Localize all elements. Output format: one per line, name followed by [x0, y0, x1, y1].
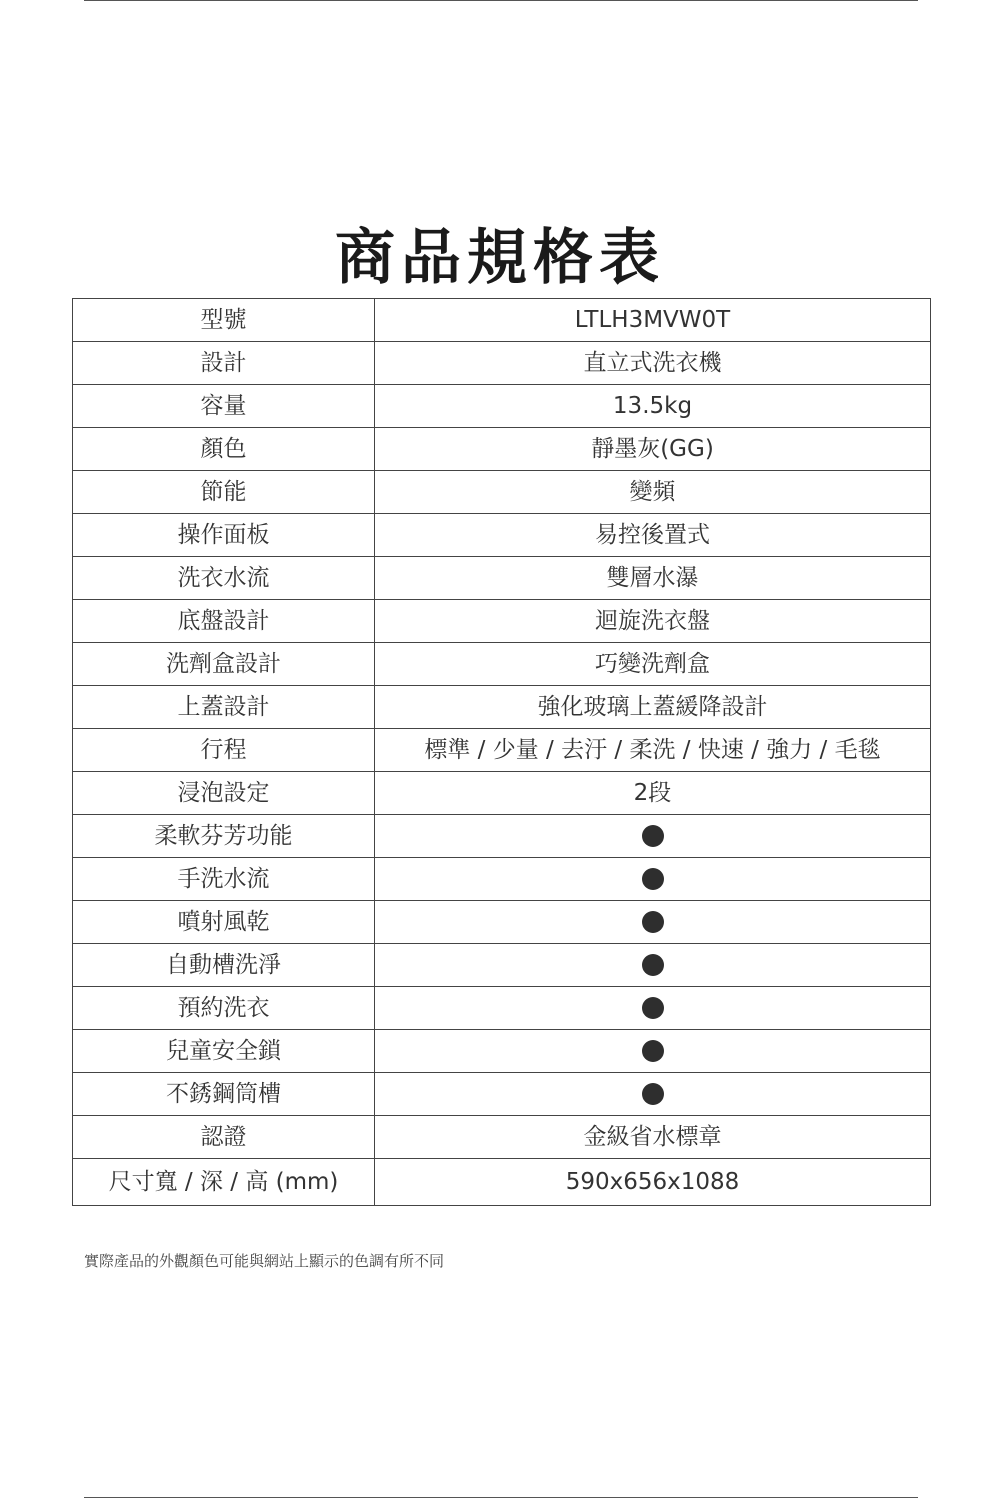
table-row [73, 1116, 931, 1159]
spec-value: 雙層水瀑 [375, 557, 931, 600]
table-row [73, 471, 931, 514]
table-row [73, 600, 931, 643]
spec-value: 13.5kg [375, 385, 931, 428]
spec-label: 設計 [73, 342, 375, 385]
spec-label: 操作面板 [73, 514, 375, 557]
spec-label: 型號 [73, 299, 375, 342]
spec-value: 巧變洗劑盒 [375, 643, 931, 686]
table-row [73, 772, 931, 815]
spec-value-cell [375, 987, 931, 1030]
filled-dot-icon [642, 1083, 664, 1105]
table-row [73, 557, 931, 600]
table-row [73, 1073, 931, 1116]
spec-label: 洗衣水流 [73, 557, 375, 600]
spec-value: 2段 [375, 772, 931, 815]
spec-value-cell [375, 1073, 931, 1116]
top-divider [84, 0, 918, 1]
spec-value-cell [375, 901, 931, 944]
spec-label: 洗劑盒設計 [73, 643, 375, 686]
spec-label: 顏色 [73, 428, 375, 471]
spec-value: 強化玻璃上蓋緩降設計 [375, 686, 931, 729]
table-row [73, 944, 931, 987]
disclaimer-note: 實際產品的外觀顏色可能與網站上顯示的色調有所不同 [84, 1252, 445, 1270]
filled-dot-icon [642, 954, 664, 976]
spec-value: 直立式洗衣機 [375, 342, 931, 385]
spec-label: 尺寸寬 / 深 / 高 (mm) [73, 1159, 375, 1206]
spec-value-cell [375, 815, 931, 858]
spec-value: 靜墨灰(GG) [375, 428, 931, 471]
filled-dot-icon [642, 868, 664, 890]
spec-value: 易控後置式 [375, 514, 931, 557]
bottom-divider [84, 1497, 918, 1498]
spec-label: 認證 [73, 1116, 375, 1159]
spec-value: 變頻 [375, 471, 931, 514]
table-row [73, 385, 931, 428]
spec-label: 行程 [73, 729, 375, 772]
table-row [73, 643, 931, 686]
table-row [73, 1030, 931, 1073]
filled-dot-icon [642, 1040, 664, 1062]
spec-label: 自動槽洗淨 [73, 944, 375, 987]
spec-label: 容量 [73, 385, 375, 428]
table-row [73, 428, 931, 471]
spec-label: 兒童安全鎖 [73, 1030, 375, 1073]
spec-value-cell [375, 858, 931, 901]
table-row [73, 729, 931, 772]
table-row [73, 987, 931, 1030]
table-row [73, 1159, 931, 1206]
spec-value-cell [375, 1030, 931, 1073]
spec-label: 上蓋設計 [73, 686, 375, 729]
spec-label: 手洗水流 [73, 858, 375, 901]
spec-value: 590x656x1088 [375, 1159, 931, 1206]
spec-table-body [73, 299, 931, 1206]
filled-dot-icon [642, 911, 664, 933]
spec-label: 底盤設計 [73, 600, 375, 643]
table-row [73, 342, 931, 385]
spec-value: LTLH3MVW0T [375, 299, 931, 342]
table-row [73, 858, 931, 901]
table-row [73, 514, 931, 557]
spec-label: 節能 [73, 471, 375, 514]
table-row [73, 901, 931, 944]
spec-label: 噴射風乾 [73, 901, 375, 944]
filled-dot-icon [642, 825, 664, 847]
table-row [73, 686, 931, 729]
spec-label: 預約洗衣 [73, 987, 375, 1030]
spec-value: 迴旋洗衣盤 [375, 600, 931, 643]
table-row [73, 299, 931, 342]
spec-label: 不銹鋼筒槽 [73, 1073, 375, 1116]
spec-value: 標準 / 少量 / 去汙 / 柔洗 / 快速 / 強力 / 毛毯 [375, 729, 931, 772]
spec-value: 金級省水標章 [375, 1116, 931, 1159]
spec-label: 浸泡設定 [73, 772, 375, 815]
table-row [73, 815, 931, 858]
page-title: 商品規格表 [335, 223, 665, 294]
spec-value-cell [375, 944, 931, 987]
spec-table [72, 298, 931, 1206]
filled-dot-icon [642, 997, 664, 1019]
spec-label: 柔軟芬芳功能 [73, 815, 375, 858]
